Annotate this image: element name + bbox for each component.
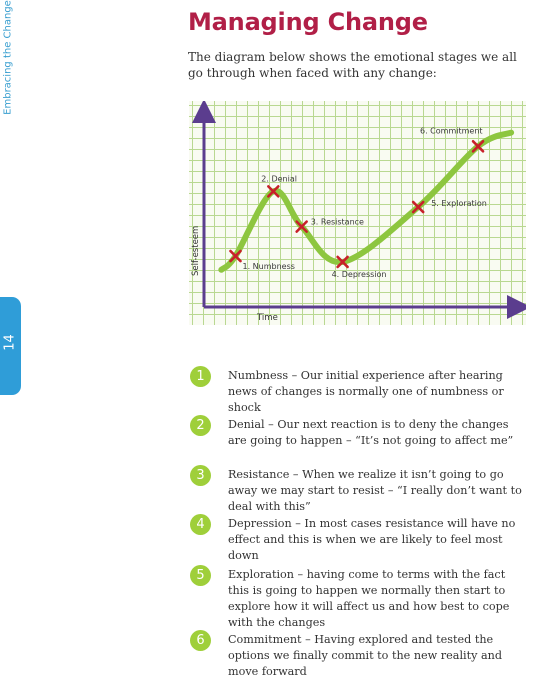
- change-curve-svg: [189, 101, 526, 325]
- step-description: Resistance – When we realize it isn’t going to go away we may start to resist – “I really don’t want to deal with this”: [228, 468, 522, 513]
- section-label-text: Embracing the Change: [2, 0, 14, 115]
- step-number-badge: 1: [190, 366, 211, 387]
- stage-label: 4. Depression: [331, 269, 387, 279]
- step-description: Numbness – Our initial experience after hearing news of changes is normally one of numbness or shock: [228, 369, 504, 414]
- stage-label: 2. Denial: [261, 174, 297, 184]
- stage-label: 6. Commitment: [420, 126, 483, 136]
- step-number-badge: 6: [190, 630, 211, 651]
- stage-label: 3. Resistance: [310, 217, 364, 227]
- step-description: Exploration – having come to terms with the fact this is going to happen we normally then start to explore how it will affect us and how best to cope with the changes: [228, 568, 510, 629]
- step-number-badge: 5: [190, 565, 211, 586]
- stage-label: 1. Numbness: [242, 262, 295, 271]
- change-curve-chart: [189, 101, 526, 325]
- y-axis-label: Self-esteem: [191, 225, 201, 276]
- page-number: 14: [2, 334, 18, 351]
- step-description: Denial – Our next reaction is to deny the changes are going to happen – “It’s not going to affect me”: [228, 418, 514, 447]
- step-description: Commitment – Having explored and tested the options we finally commit to the new reality and move forward: [228, 633, 503, 678]
- intro-paragraph: The diagram below shows the emotional stages we all go through when faced with any change:: [188, 50, 517, 80]
- step-number-badge: 4: [190, 514, 211, 535]
- step-number-badge: 3: [190, 465, 211, 486]
- x-axis-label: Time: [257, 313, 278, 323]
- page-number-tab: [0, 297, 21, 395]
- page-title: Managing Change: [188, 8, 428, 36]
- step-description: Depression – In most cases resistance will have no effect and this is when we are likely to feel most down: [228, 517, 516, 562]
- step-number-badge: 2: [190, 415, 211, 436]
- stage-label: 5. Exploration: [431, 199, 487, 208]
- section-label: [0, 0, 18, 130]
